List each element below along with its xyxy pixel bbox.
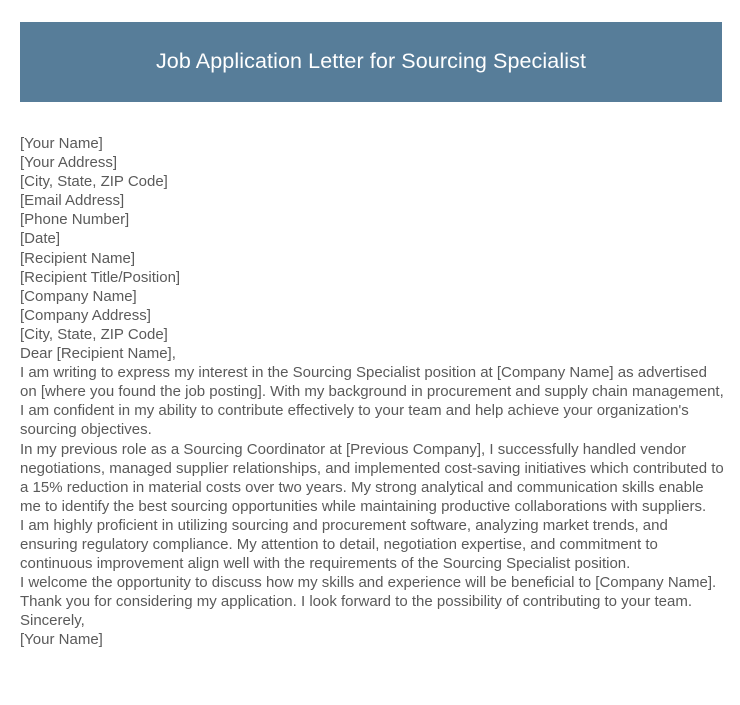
page-title: Job Application Letter for Sourcing Specialist: [155, 49, 587, 74]
letter-body: [20, 134, 726, 650]
sender-line: [Your Name]: [20, 135, 103, 152]
salutation-block: [20, 344, 726, 363]
letter-paragraph: I am writing to express my interest in the Sourcing Specialist position at [Company Name] as advertised on [where you found the job posting]. With my background in procurement and supply chain management, I am confident in my ability to contribute effectively to your team and help achieve your organization's sourcing objectives.: [20, 364, 728, 439]
recipient-line: [Company Address]: [20, 306, 151, 324]
letter-paragraphs: [20, 363, 726, 611]
sender-line: [City, State, ZIP Code]: [20, 173, 168, 191]
recipient-address-block: [20, 249, 726, 344]
recipient-line: [Recipient Title/Position]: [20, 268, 181, 286]
sender-line: [Email Address]: [20, 192, 125, 210]
sender-address-block: [20, 134, 726, 249]
sender-line: [Phone Number]: [20, 211, 130, 229]
recipient-line: [Company Name]: [20, 287, 137, 305]
recipient-line: [Recipient Name]: [20, 249, 136, 267]
closing-line: Sincerely,: [20, 612, 85, 630]
sender-line: [Date]: [20, 230, 61, 248]
signature-line: [Your Name]: [20, 631, 103, 649]
salutation-line: Dear [Recipient Name],: [20, 345, 176, 363]
closing-block: [20, 611, 726, 649]
sender-line: [Your Address]: [20, 154, 118, 172]
letter-paragraph: In my previous role as a Sourcing Coordinator at [Previous Company], I successfully handled vendor negotiations, managed supplier relationships, and implemented cost-saving initiatives which contributed to a 15% reduction in material costs over two years. My strong analytical and communication skills enable me to identify the best sourcing opportunities while maintaining productive collaborations with suppliers.: [20, 440, 728, 515]
recipient-line: [City, State, ZIP Code]: [20, 325, 168, 343]
letter-paragraph: I am highly proficient in utilizing sourcing and procurement software, analyzing market trends, and ensuring regulatory compliance. My attention to detail, negotiation expertise, and commitment to continuous improvement align well with the requirements of the Sourcing Specialist position.: [20, 516, 672, 573]
letter-paragraph: I welcome the opportunity to discuss how my skills and experience will be beneficial to [Company Name]. Thank you for considering my application. I look forward to the possibility of contributing to your team.: [20, 574, 721, 611]
letter-header-banner: [20, 22, 722, 102]
